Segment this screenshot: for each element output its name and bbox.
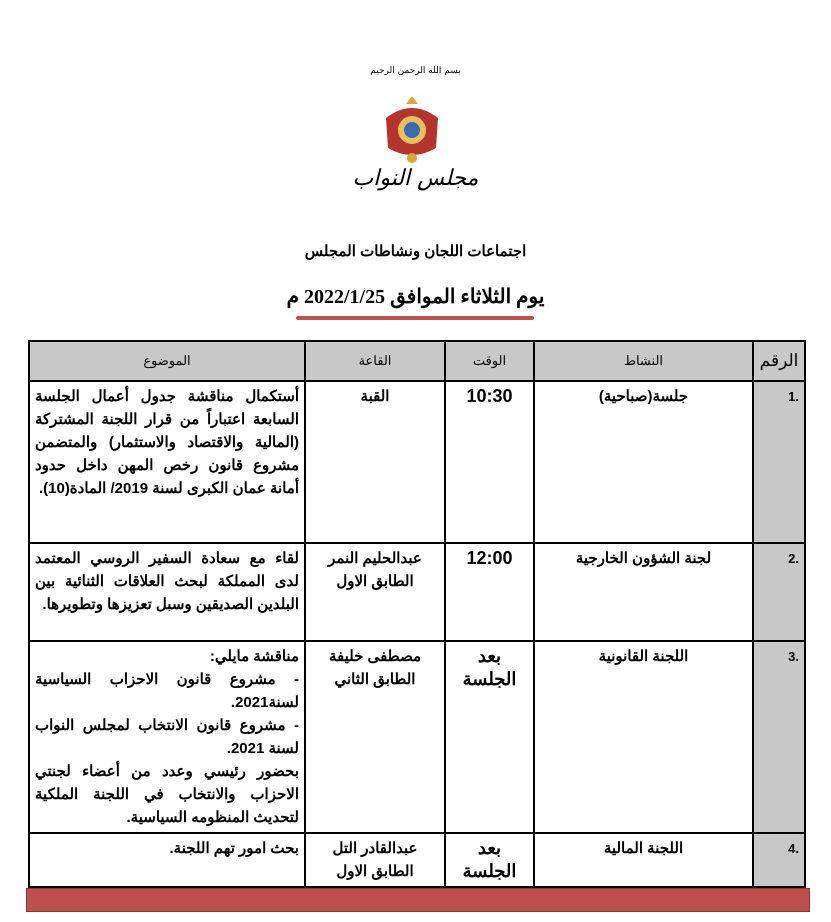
header-activity: النشاط: [534, 341, 753, 381]
table-row: [29, 833, 805, 887]
row-hall: مصطفى خليفة الطابق الثاني: [305, 641, 445, 833]
title-underline: [296, 316, 534, 320]
row-hall: عبدالقادر التل الطابق الاول: [305, 833, 445, 887]
table-row: [29, 641, 805, 833]
row-time: 10:30: [445, 381, 534, 543]
schedule-table: [28, 340, 806, 888]
header-hall: القاعة: [305, 341, 445, 381]
parliament-logo: مجلس النواب: [352, 166, 479, 191]
subject-line: - مشروع قانون الاحزاب السياسية لسنة2021.: [35, 671, 299, 711]
header-time: الوقت: [445, 341, 534, 381]
row-time: 12:00: [445, 543, 534, 641]
page-title: اجتماعات اللجان ونشاطات المجلس: [304, 243, 527, 260]
row-time: بعد الجلسة: [445, 833, 534, 887]
row-subject: بحث امور تهم اللجنة.: [29, 833, 305, 887]
row-activity: اللجنة القانونية: [534, 641, 753, 833]
basmala: بسم الله الرحمن الرحيم: [370, 66, 461, 76]
row-num: .4: [753, 833, 805, 887]
row-activity: لجنة الشؤون الخارجية: [534, 543, 753, 641]
subject-line: مناقشة مايلي:: [209, 648, 299, 665]
row-num: .3: [753, 641, 805, 833]
table-row: [29, 381, 805, 543]
row-hall: القبة: [305, 381, 445, 543]
table-row: [29, 543, 805, 641]
row-activity: جلسة(صباحية): [534, 381, 753, 543]
subject-line: بحضور رئيسي وعدد من أعضاء لجنتي الاحزاب والانتخاب في اللجنة الملكية لتحديث المنظومه السياسية.: [35, 763, 299, 826]
row-num: .1: [753, 381, 805, 543]
row-time: بعد الجلسة: [445, 641, 534, 833]
row-hall: عبدالحليم النمر الطابق الاول: [305, 543, 445, 641]
date-heading: يوم الثلاثاء الموافق 2022/1/25 م: [286, 286, 545, 308]
row-subject: لقاء مع سعادة السفير الروسي المعتمد لدى المملكة لبحث العلاقات الثنائية بين البلدين الصديقين وسبل تعزيزها وتطويرها.: [29, 543, 305, 641]
footer-bar: [26, 888, 810, 912]
header-num: الرقم: [753, 341, 805, 381]
table-header-row: [29, 341, 805, 381]
row-activity: اللجنة المالية: [534, 833, 753, 887]
jordan-emblem-icon: [380, 96, 444, 166]
row-num: .2: [753, 543, 805, 641]
row-subject: أستكمال مناقشة جدول أعمال الجلسة السابعة اعتباراً من قرار اللجنة المشتركة (المالية والاقتصاد والاستثمار) والمتضمن مشروع قانون رخص المهن داخل حدود أمانة عمان الكبرى لسنة 2019/ المادة(10).: [29, 381, 305, 543]
row-subject: [29, 641, 305, 833]
subject-line: - مشروع قانون الانتخاب لمجلس النواب لسنة 2021.: [35, 717, 299, 757]
header-subject: الموضوع: [29, 341, 305, 381]
